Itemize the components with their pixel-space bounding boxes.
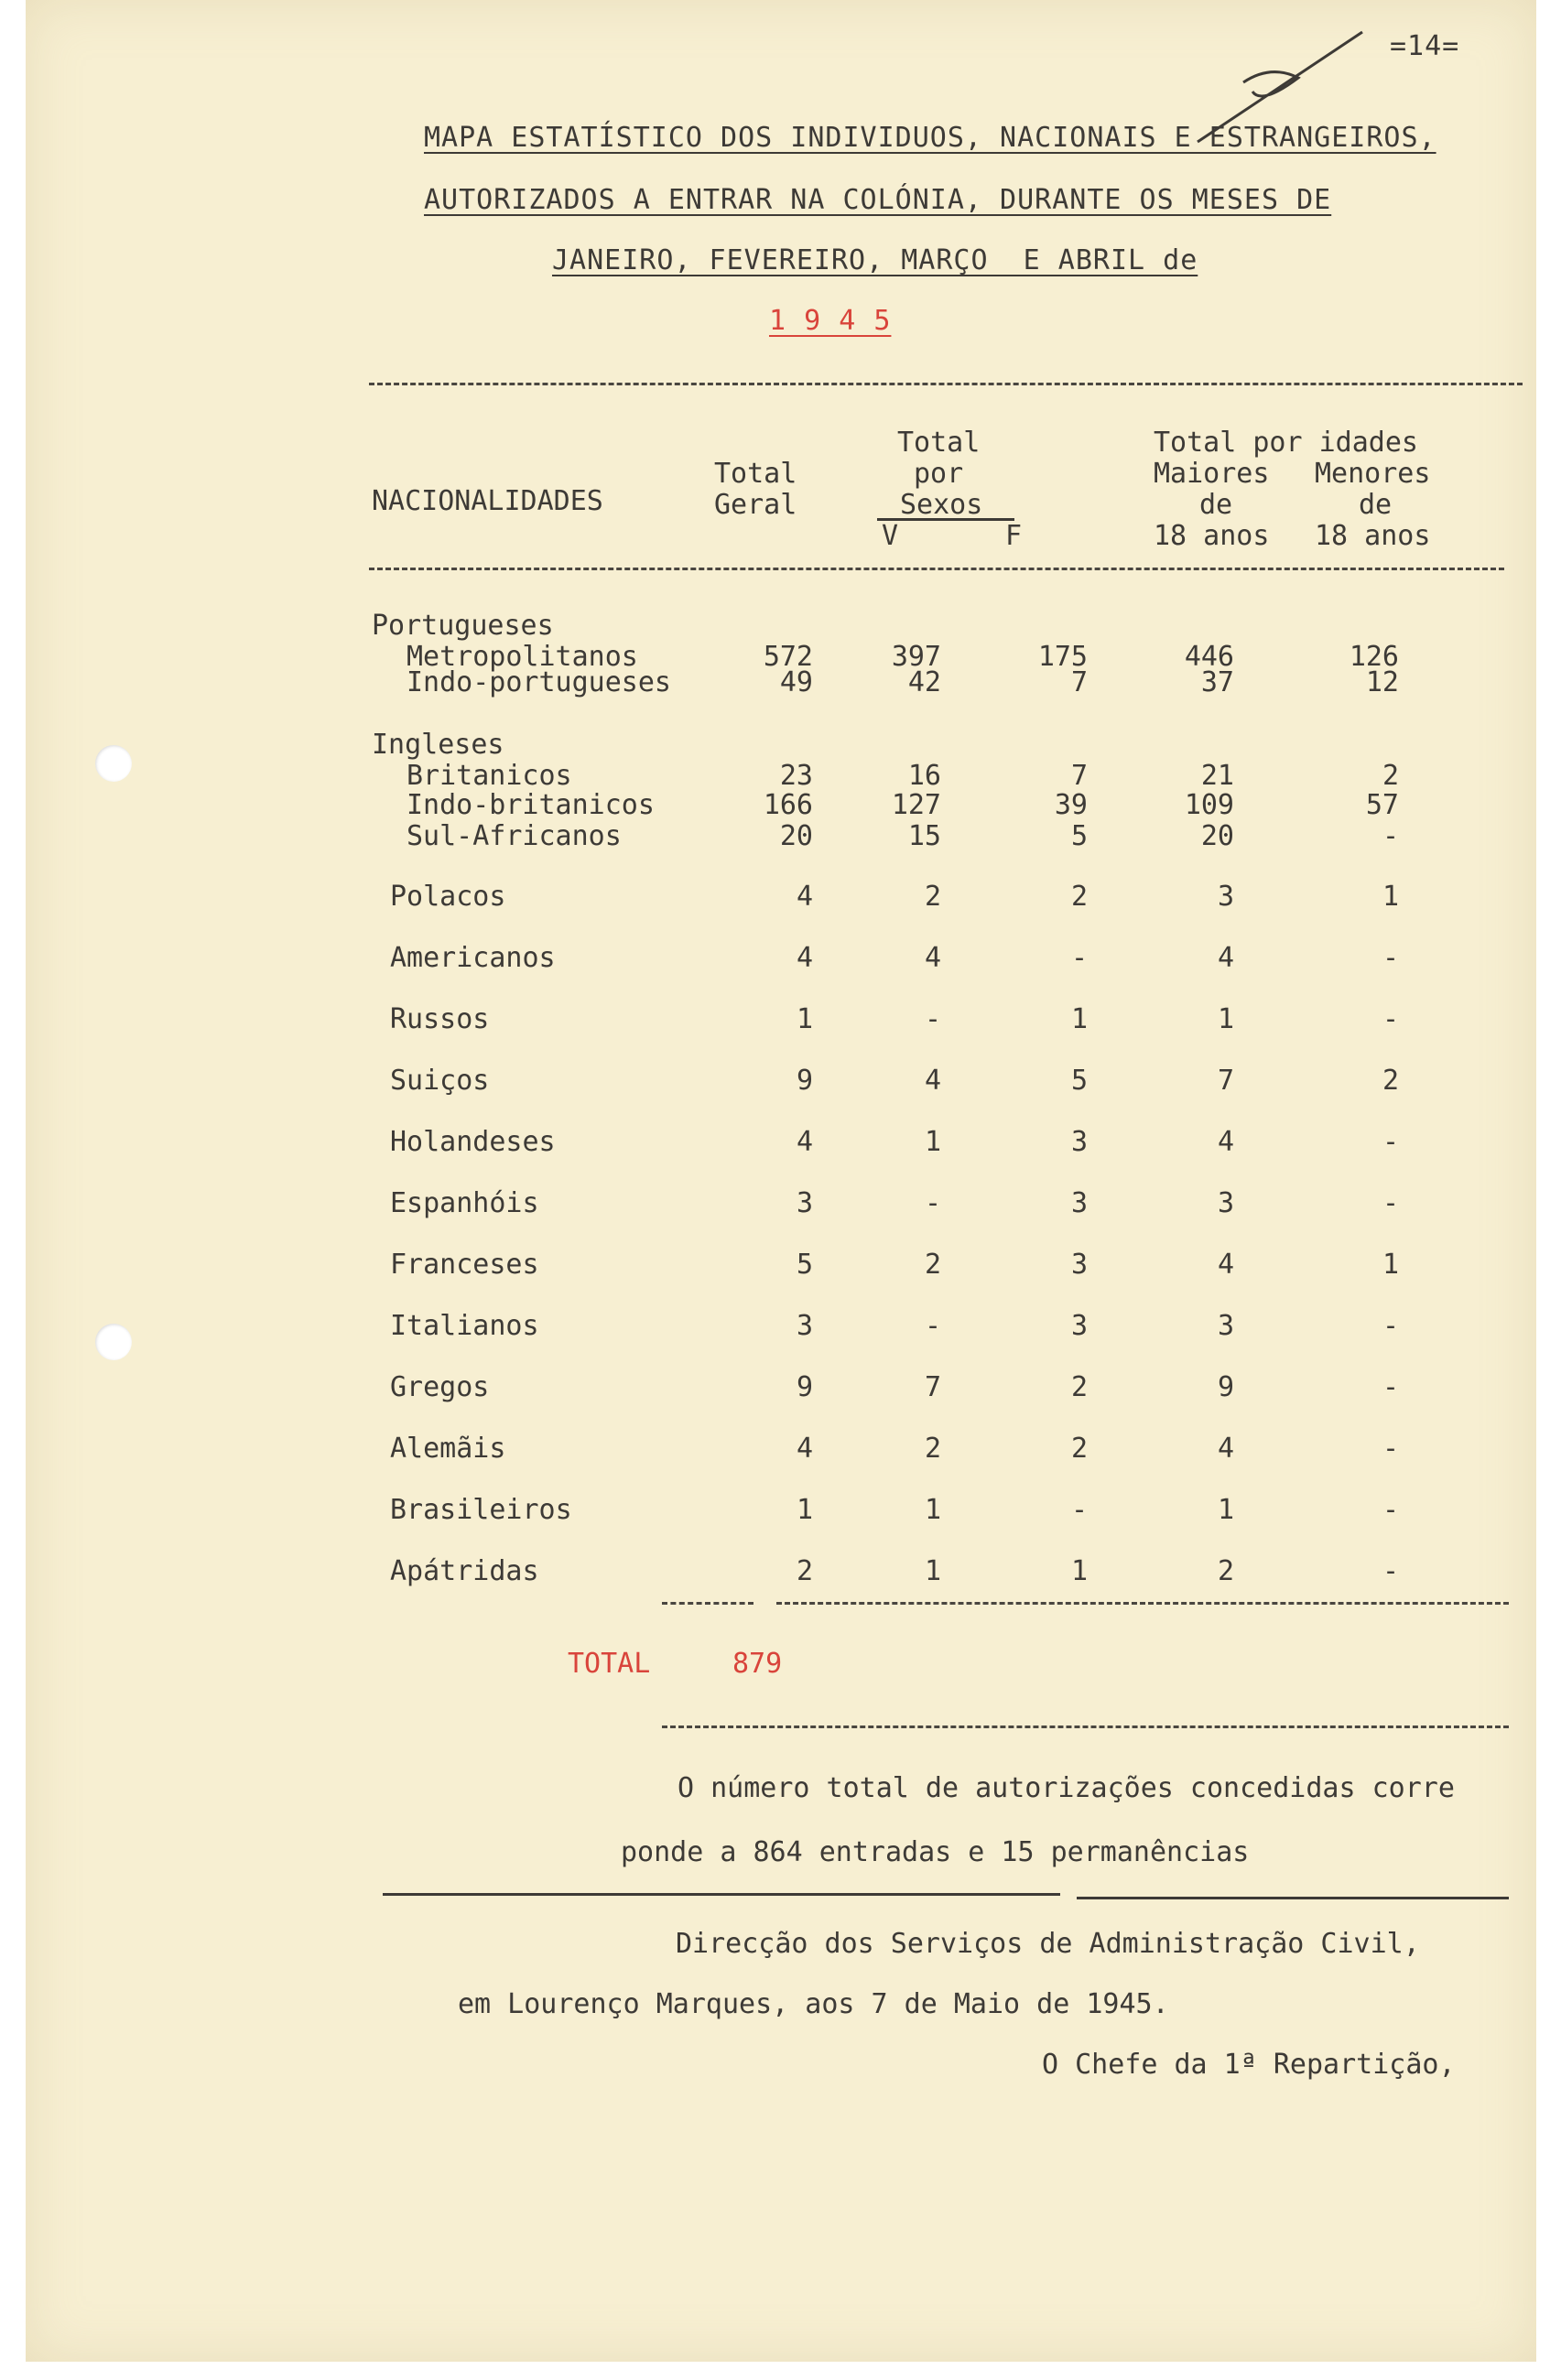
divider-note-right xyxy=(1077,1897,1509,1899)
footer-signature: O Chefe da 1ª Repartição, xyxy=(1042,2049,1456,2081)
cell-total: 2 xyxy=(796,1555,813,1587)
cell-maiores: 4 xyxy=(1217,1126,1234,1158)
title-line-2: AUTORIZADOS A ENTRAR NA COLÓNIA, DURANTE OS MESES DE xyxy=(424,184,1332,216)
cell-total: 23 xyxy=(779,760,813,792)
row-label: Russos xyxy=(390,1003,490,1035)
cell-v: 2 xyxy=(924,881,941,913)
cell-f: 3 xyxy=(1070,1310,1088,1342)
total-value: 879 xyxy=(732,1648,783,1680)
row-label: Indo-portugueses xyxy=(407,666,671,698)
row-label: Alemãis xyxy=(390,1433,506,1465)
header-total-idades: Total por idades xyxy=(1154,427,1418,459)
cell-v: 4 xyxy=(924,1065,941,1097)
divider-before-total xyxy=(776,1602,1509,1605)
cell-v: 15 xyxy=(907,820,941,852)
cell-maiores: 109 xyxy=(1184,789,1234,821)
punch-hole-bottom xyxy=(95,1324,132,1360)
title-line-3: JANEIRO, FEVEREIRO, MARÇO E ABRIL de xyxy=(552,244,1198,276)
title-year: 1 9 4 5 xyxy=(769,305,892,337)
row-label: Franceses xyxy=(390,1249,539,1281)
cell-v: 7 xyxy=(924,1371,941,1403)
cell-v: 1 xyxy=(924,1494,941,1526)
cell-v: 1 xyxy=(924,1126,941,1158)
divider-before-total-short xyxy=(662,1602,753,1605)
cell-maiores: 1 xyxy=(1217,1494,1234,1526)
cell-f: 3 xyxy=(1070,1126,1088,1158)
cell-maiores: 446 xyxy=(1184,641,1234,673)
header-nationalities: NACIONALIDADES xyxy=(372,485,603,517)
cell-f: 3 xyxy=(1070,1187,1088,1219)
row-label: Suiços xyxy=(390,1065,490,1097)
cell-menores: 126 xyxy=(1349,641,1399,673)
cell-menores: - xyxy=(1382,1433,1399,1465)
cell-v: 1 xyxy=(924,1555,941,1587)
header-total-sexos-2: por xyxy=(914,458,964,490)
cell-menores: - xyxy=(1382,1555,1399,1587)
header-maiores-1: Maiores xyxy=(1154,458,1270,490)
row-label: Britanicos xyxy=(407,760,572,792)
cell-v: - xyxy=(924,1003,941,1035)
cell-menores: 1 xyxy=(1382,881,1399,913)
cell-total: 20 xyxy=(779,820,813,852)
cell-maiores: 37 xyxy=(1200,666,1234,698)
row-label: Sul-Africanos xyxy=(407,820,622,852)
cell-f: - xyxy=(1070,1494,1088,1526)
cell-total: 1 xyxy=(796,1494,813,1526)
cell-maiores: 3 xyxy=(1217,1310,1234,1342)
cell-v: 2 xyxy=(924,1249,941,1281)
header-menores-2: de xyxy=(1359,489,1393,521)
divider-note-left xyxy=(383,1893,1060,1896)
divider-after-total xyxy=(662,1726,1509,1728)
cell-v: - xyxy=(924,1310,941,1342)
cell-menores: - xyxy=(1382,1003,1399,1035)
footer-line-1: Direcção dos Serviços de Administração Civil, xyxy=(676,1928,1420,1960)
cell-menores: - xyxy=(1382,1371,1399,1403)
cell-v: 16 xyxy=(907,760,941,792)
cell-menores: - xyxy=(1382,820,1399,852)
punch-hole-top xyxy=(95,745,132,782)
cell-f: 39 xyxy=(1054,789,1088,821)
cell-total: 4 xyxy=(796,1433,813,1465)
cell-menores: 2 xyxy=(1382,760,1399,792)
footer-line-2: em Lourenço Marques, aos 7 de Maio de 1945. xyxy=(458,1988,1169,2020)
cell-maiores: 4 xyxy=(1217,1249,1234,1281)
cell-total: 3 xyxy=(796,1187,813,1219)
cell-menores: - xyxy=(1382,1310,1399,1342)
cell-total: 166 xyxy=(763,789,813,821)
header-maiores-2: de xyxy=(1199,489,1233,521)
header-total-sexos-3: Sexos xyxy=(900,489,983,521)
header-v: V xyxy=(882,520,899,552)
cell-maiores: 4 xyxy=(1217,1433,1234,1465)
row-label: Americanos xyxy=(390,942,556,974)
row-label: Gregos xyxy=(390,1371,490,1403)
cell-v: 127 xyxy=(891,789,941,821)
row-label: Apátridas xyxy=(390,1555,539,1587)
cell-f: 7 xyxy=(1070,760,1088,792)
cell-v: 2 xyxy=(924,1433,941,1465)
note-line-1: O número total de autorizações concedidas corre xyxy=(678,1772,1455,1804)
row-label: Metropolitanos xyxy=(407,641,638,673)
cell-f: 3 xyxy=(1070,1249,1088,1281)
cell-total: 4 xyxy=(796,1126,813,1158)
cell-f: 1 xyxy=(1070,1003,1088,1035)
cell-maiores: 1 xyxy=(1217,1003,1234,1035)
cell-f: 1 xyxy=(1070,1555,1088,1587)
cell-menores: 1 xyxy=(1382,1249,1399,1281)
cell-maiores: 9 xyxy=(1217,1371,1234,1403)
cell-total: 9 xyxy=(796,1371,813,1403)
document-sheet xyxy=(26,0,1536,2362)
header-total-geral-1: Total xyxy=(714,458,797,490)
cell-maiores: 2 xyxy=(1217,1555,1234,1587)
cell-v: 42 xyxy=(907,666,941,698)
header-f: F xyxy=(1005,520,1023,552)
cell-v: 4 xyxy=(924,942,941,974)
cell-f: 2 xyxy=(1070,881,1088,913)
row-label: Italianos xyxy=(390,1310,539,1342)
cell-f: 2 xyxy=(1070,1371,1088,1403)
cell-total: 4 xyxy=(796,881,813,913)
cell-maiores: 7 xyxy=(1217,1065,1234,1097)
cell-f: 5 xyxy=(1070,1065,1088,1097)
header-maiores-3: 18 anos xyxy=(1154,520,1270,552)
row-label: Holandeses xyxy=(390,1126,556,1158)
header-menores-1: Menores xyxy=(1315,458,1431,490)
group-label: Portugueses xyxy=(372,610,554,642)
cell-f: 2 xyxy=(1070,1433,1088,1465)
cell-maiores: 20 xyxy=(1200,820,1234,852)
header-total-sexos-1: Total xyxy=(897,427,981,459)
header-total-geral-2: Geral xyxy=(714,489,797,521)
cell-total: 49 xyxy=(779,666,813,698)
cell-total: 3 xyxy=(796,1310,813,1342)
row-label: Espanhóis xyxy=(390,1187,539,1219)
row-label: Brasileiros xyxy=(390,1494,572,1526)
row-label: Indo-britanicos xyxy=(407,789,655,821)
cell-menores: 12 xyxy=(1365,666,1399,698)
cell-maiores: 3 xyxy=(1217,881,1234,913)
cell-v: - xyxy=(924,1187,941,1219)
total-label: TOTAL xyxy=(568,1648,651,1680)
cell-total: 1 xyxy=(796,1003,813,1035)
title-line-1: MAPA ESTATÍSTICO DOS INDIVIDUOS, NACIONAIS E ESTRANGEIROS, xyxy=(424,122,1436,154)
cell-total: 572 xyxy=(763,641,813,673)
cell-menores: 2 xyxy=(1382,1065,1399,1097)
cell-menores: 57 xyxy=(1365,789,1399,821)
cell-total: 4 xyxy=(796,942,813,974)
cell-f: 5 xyxy=(1070,820,1088,852)
row-label: Polacos xyxy=(390,881,506,913)
note-line-2: ponde a 864 entradas e 15 permanências xyxy=(621,1836,1250,1868)
cell-total: 9 xyxy=(796,1065,813,1097)
cell-maiores: 21 xyxy=(1200,760,1234,792)
divider-header xyxy=(369,568,1504,570)
cell-f: 175 xyxy=(1037,641,1088,673)
cell-total: 5 xyxy=(796,1249,813,1281)
page-number: =14= xyxy=(1390,30,1460,62)
cell-menores: - xyxy=(1382,1494,1399,1526)
cell-f: 7 xyxy=(1070,666,1088,698)
cell-f: - xyxy=(1070,942,1088,974)
group-label: Ingleses xyxy=(372,729,504,761)
cell-maiores: 3 xyxy=(1217,1187,1234,1219)
cell-menores: - xyxy=(1382,942,1399,974)
cell-v: 397 xyxy=(891,641,941,673)
divider-top xyxy=(369,383,1523,385)
cell-menores: - xyxy=(1382,1126,1399,1158)
cell-maiores: 4 xyxy=(1217,942,1234,974)
header-menores-3: 18 anos xyxy=(1315,520,1431,552)
cell-menores: - xyxy=(1382,1187,1399,1219)
